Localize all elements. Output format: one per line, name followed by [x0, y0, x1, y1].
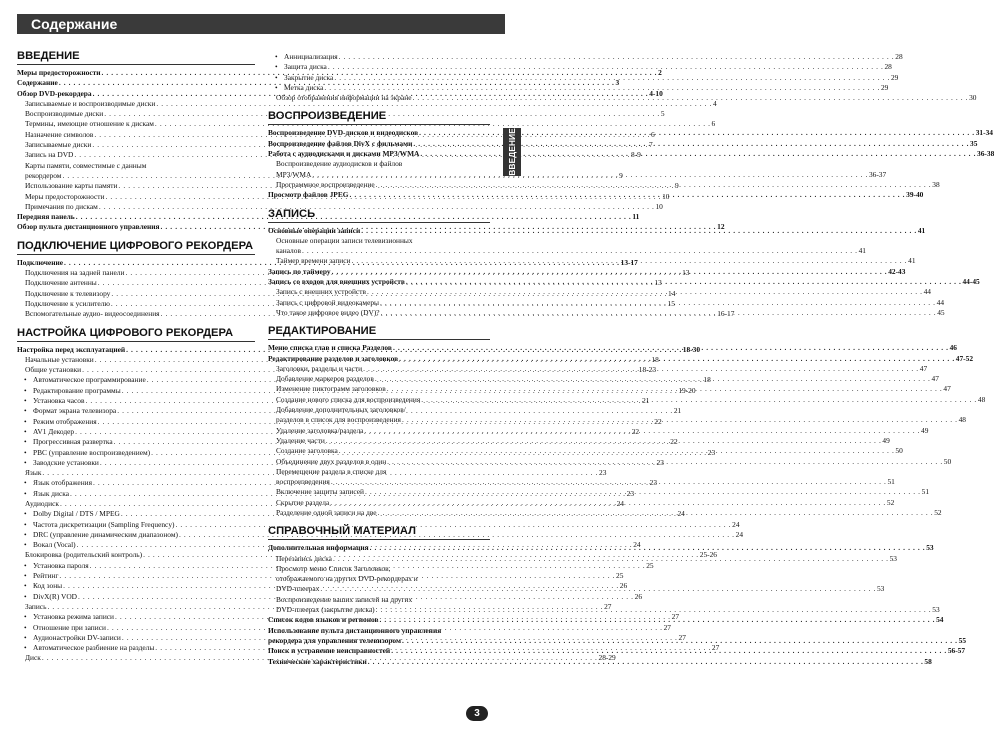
- dot-leader: [319, 584, 877, 594]
- toc-entry[interactable]: [268, 564, 490, 574]
- toc-entry-title: Код зоны: [33, 581, 63, 591]
- toc-entry-page: 53: [932, 605, 940, 615]
- dot-leader: [333, 73, 891, 83]
- toc-entry-page: 23: [707, 447, 716, 457]
- bullet-icon: •: [24, 612, 27, 622]
- toc-entry-page: 28: [895, 52, 903, 61]
- toc-entry-page: 50: [895, 446, 903, 456]
- toc-entry-page: 27: [663, 622, 671, 632]
- toc-entry-page: 27: [678, 632, 686, 642]
- bullet-icon: •: [24, 622, 27, 632]
- toc-entry[interactable]: [268, 574, 490, 584]
- toc-entry-title: Вокал (Vocal): [33, 540, 76, 550]
- toc-entry-title: Закрытие диска: [284, 72, 334, 82]
- toc-entry-page: 29: [880, 82, 889, 92]
- toc-entry-title: Записываемые и воспроизводимые диски: [25, 98, 156, 108]
- toc-entry-page: 39-40: [906, 190, 924, 200]
- toc-entry-title: Рейтинг: [33, 571, 59, 581]
- bullet-icon: •: [24, 385, 27, 395]
- toc-entry-page: 47: [931, 374, 939, 384]
- dot-leader: [392, 343, 950, 353]
- dot-leader: [386, 457, 944, 467]
- bullet-icon: •: [24, 437, 27, 447]
- dot-leader: [418, 128, 976, 138]
- toc-entry-page: 35: [970, 138, 978, 148]
- toc-entry[interactable]: [268, 159, 490, 169]
- toc-entry-page: 42-43: [888, 266, 906, 276]
- toc-entry-page: 47-52: [955, 353, 974, 363]
- contents-header-bar: [17, 14, 505, 34]
- dot-leader: [360, 226, 918, 236]
- toc-entry[interactable]: [268, 62, 892, 72]
- toc-entry-title: Воспроизведение DVD-дисков и видеодисков: [268, 128, 419, 138]
- toc-entry-page: 11: [632, 212, 640, 222]
- toc-entry-title: Частота дискретизации (Sampling Frequency): [33, 519, 175, 529]
- toc-entry[interactable]: [268, 128, 993, 138]
- bullet-icon: •: [24, 396, 27, 406]
- toc-entry-title: Метка диска: [284, 82, 324, 92]
- toc-entry-page: 2: [658, 68, 662, 77]
- side-tab-label: ВВЕДЕНИЕ: [507, 128, 517, 176]
- toc-entry[interactable]: [17, 161, 255, 171]
- toc-entry[interactable]: [17, 519, 740, 530]
- bullet-icon: •: [24, 560, 27, 570]
- bullet-icon: •: [24, 406, 27, 416]
- bullet-icon: •: [24, 529, 27, 539]
- toc-entry-title: воспроизведения: [276, 477, 330, 487]
- toc-entry-page: 48: [977, 394, 986, 404]
- section-heading: РЕДАКТИРОВАНИЕ: [268, 325, 490, 340]
- toc-entry-title: Запись с внешних устройств: [276, 287, 366, 297]
- toc-entry-title: Дополнительная информация: [268, 543, 369, 553]
- bullet-icon: •: [24, 478, 27, 488]
- dot-leader: [401, 415, 959, 425]
- toc-entry[interactable]: [268, 138, 978, 149]
- toc-entry-title: Просмотр файлов JPEG: [268, 190, 349, 200]
- toc-entry-page: 18: [651, 354, 659, 364]
- toc-entry-page: 27: [671, 612, 680, 622]
- toc-entry-title: Изменение пиктограмм заголовков: [276, 384, 386, 394]
- toc-entry-title: Формат экрана телевизора: [33, 406, 117, 416]
- toc-entry-title: DVD-плеерах (закрытие диска): [276, 605, 375, 615]
- dot-leader: [362, 364, 920, 374]
- toc-entry-page: 27: [711, 643, 720, 653]
- bullet-icon: •: [24, 540, 27, 550]
- toc-entry-page: 58: [924, 656, 932, 666]
- toc-entry-page: 16-17: [717, 309, 735, 319]
- toc-entry-title: Создание заголовка: [276, 446, 338, 456]
- toc-entry-title: Обзор отображения информации на экране: [276, 93, 412, 103]
- dot-leader: [363, 426, 921, 436]
- section-heading: НАСТРОЙКА ЦИФРОВОГО РЕКОРДЕРА: [17, 327, 255, 342]
- section-heading: ЗАПИСЬ: [268, 208, 490, 223]
- dot-leader: [349, 190, 907, 200]
- toc-entry-title: Работа с аудиодисками и дисками MP3/WMA: [268, 149, 420, 159]
- toc-entry-page: 13: [654, 278, 662, 288]
- dot-leader: [398, 354, 956, 364]
- toc-entry[interactable]: [268, 405, 490, 415]
- toc-entry-title: Просмотр меню Список Заголовков,: [276, 563, 391, 573]
- toc-entry-title: рекордером: [25, 170, 62, 180]
- toc-entry-title: Редактирование программы: [33, 385, 121, 395]
- dot-leader: [420, 395, 978, 405]
- toc-entry-page: 23: [656, 457, 664, 467]
- dot-leader: [374, 374, 932, 384]
- toc-entry-page: 4-10: [649, 88, 663, 98]
- toc-entry-page: 47: [943, 384, 951, 394]
- toc-entry-title: Обзор пульта дистанционного управления: [17, 222, 160, 232]
- toc-entry-title: DivX(R) VOD: [33, 591, 78, 601]
- dot-leader: [380, 308, 938, 318]
- dot-leader: [375, 180, 933, 190]
- toc-entry-page: 23: [599, 468, 607, 478]
- toc-entry-page: 18: [703, 375, 711, 385]
- toc-entry-title: Меню списка глав и списка Разделов: [268, 343, 392, 353]
- bullet-icon: •: [24, 447, 27, 457]
- toc-entry[interactable]: [268, 626, 490, 636]
- toc-entry-title: Режим отображения: [33, 416, 97, 426]
- dot-leader: [338, 446, 896, 456]
- toc-entry-page: 28: [884, 62, 892, 72]
- toc-entry-title: Запись с цифровой видеокамеры: [276, 297, 380, 307]
- toc-entry-page: 36-38: [977, 149, 994, 159]
- dot-leader: [330, 477, 888, 487]
- section-heading: ПОДКЛЮЧЕНИЕ ЦИФРОВОГО РЕКОРДЕРА: [17, 240, 255, 255]
- toc-entry-title: Настройка перед эксплуатацией: [17, 344, 126, 354]
- toc-entry-title: Воспроизводимые диски: [25, 109, 104, 119]
- bullet-icon: •: [24, 457, 27, 467]
- bullet-icon: •: [24, 509, 27, 519]
- toc-entry-title: Автоматическое программирование: [33, 375, 146, 385]
- bullet-icon: •: [24, 416, 27, 426]
- toc-entry-page: 52: [886, 497, 895, 507]
- bullet-icon: •: [24, 591, 27, 601]
- dot-leader: [332, 554, 890, 564]
- toc-entry-page: 22: [670, 437, 678, 447]
- toc-entry-title: Перезапись диска: [276, 553, 332, 563]
- toc-entry[interactable]: [268, 246, 866, 256]
- dot-leader: [377, 508, 935, 518]
- toc-entry-page: 49: [882, 435, 890, 445]
- toc-entry-title: Объединение двух разделов в один: [276, 456, 387, 466]
- section-heading: ВВЕДЕНИЕ: [17, 50, 255, 65]
- toc-entry-page: 41: [908, 256, 916, 266]
- dot-leader: [331, 267, 889, 277]
- toc-entry-title: Что такое цифровое видео (DV)?: [276, 307, 380, 317]
- toc-entry-page: 5: [660, 109, 665, 119]
- toc-entry-page: 23: [626, 488, 635, 498]
- toc-entry-title: Основные операции записи телевизионных: [276, 235, 413, 245]
- toc-entry-title: Запись по таймеру: [268, 266, 331, 276]
- toc-entry[interactable]: [268, 467, 490, 477]
- toc-entry-page: 55: [958, 635, 967, 645]
- dot-leader: [378, 615, 936, 625]
- toc-entry-title: Удаление части: [276, 435, 325, 445]
- toc-entry-page: 25: [646, 560, 654, 570]
- toc-entry-page: 27: [604, 601, 612, 611]
- toc-entry-page: 53: [926, 543, 934, 553]
- toc-entry-page: 22: [654, 416, 662, 426]
- toc-entry-page: 51: [921, 487, 930, 497]
- dot-leader: [369, 543, 927, 553]
- toc-entry-title: AV1 Декодер: [33, 426, 75, 436]
- toc-entry-page: 44: [923, 287, 931, 297]
- toc-entry-page: 41: [858, 246, 866, 256]
- toc-entry-page: 6: [650, 129, 655, 139]
- toc-entry-title: Воспроизведение ваших записей на других: [276, 594, 413, 604]
- toc-entry-title: Использование пульта дистанционного управления: [268, 625, 442, 635]
- toc-entry-page: 44-45: [962, 277, 980, 287]
- dot-leader: [412, 139, 970, 149]
- bullet-icon: •: [24, 375, 27, 385]
- toc-entry-title: Установка пароля: [33, 560, 89, 570]
- toc-entry-title: DRC (управление динамическим диапазоном): [33, 529, 178, 539]
- toc-entry-title: Dolby Digital / DTS / MPEG: [33, 509, 120, 519]
- toc-entry-title: Меры предосторожности: [17, 68, 101, 77]
- toc-entry-title: Запись со входов для внешних устройств: [268, 277, 405, 287]
- toc-entry-page: 24: [735, 529, 744, 539]
- dot-leader: [367, 657, 925, 667]
- toc-entry-page: 23: [649, 478, 658, 488]
- toc-entry-title: Подключение к усилителю: [25, 298, 110, 308]
- dot-leader: [351, 256, 909, 266]
- toc-entry-page: 7: [648, 140, 653, 150]
- toc-entry-title: Общие установки: [25, 365, 82, 375]
- toc-entry-page: 8-9: [631, 150, 641, 160]
- toc-entry-page: 22: [631, 426, 640, 436]
- toc-entry-title: Скрытие раздела: [276, 497, 330, 507]
- toc-entry-page: 45: [937, 307, 945, 317]
- toc-entry-page: 6: [711, 119, 716, 129]
- toc-entry-title: Вспомогательные аудио- видеосоединения: [25, 309, 160, 319]
- toc-entry-page: 24: [616, 498, 624, 508]
- toc-entry-title: Содержание: [17, 78, 58, 88]
- toc-entry-page: 25-26: [699, 550, 717, 560]
- section-side-tab: [503, 128, 521, 176]
- toc-entry-page: 53: [889, 553, 897, 563]
- toc-entry-title: рекордера для управления телевизором: [268, 635, 402, 645]
- bullet-icon: •: [275, 52, 278, 61]
- toc-entry-title: Запись: [25, 601, 47, 611]
- toc-entry-page: 41: [917, 225, 926, 235]
- toc-entry-title: Добавление дополнительных заголовков/: [276, 405, 406, 415]
- toc-entry-title: Аудиодиск: [25, 498, 59, 508]
- bullet-icon: •: [275, 72, 278, 82]
- toc-entry-page: 18-23: [638, 365, 657, 375]
- toc-entry-page: 46: [949, 343, 957, 353]
- toc-entry[interactable]: [268, 179, 940, 190]
- bullet-icon: •: [24, 519, 27, 529]
- section-heading: СПРАВОЧНЫЙ МАТЕРИАЛ: [268, 525, 490, 540]
- toc-entry[interactable]: [17, 201, 663, 212]
- toc-entry-title: Подключение к телевизору: [25, 288, 111, 298]
- toc-entry-title: PBC (управление воспроизведением): [33, 447, 151, 457]
- toc-entry-title: Подключения на задней панели: [25, 268, 125, 278]
- toc-entry-title: Основные операции записи: [268, 225, 361, 235]
- toc-entry-title: Отношение при записи: [33, 622, 106, 632]
- toc-entry-title: Воспроизведение файлов DivX с фильмами: [268, 138, 413, 148]
- toc-entry-page: 29: [890, 72, 899, 82]
- toc-entry-title: Язык диска: [33, 488, 70, 498]
- toc-entry-title: Заголовки, разделы и части: [276, 363, 363, 373]
- toc-entry-title: Примечания по дискам: [25, 201, 98, 211]
- toc-entry-title: отображаемого на других DVD-рекордерах и: [276, 574, 418, 584]
- dot-leader: [405, 277, 963, 287]
- dot-leader: [390, 646, 948, 656]
- toc-entry-page: 56-57: [947, 646, 966, 656]
- toc-entry[interactable]: [268, 169, 887, 180]
- toc-entry-title: DVD-плеерах: [276, 584, 320, 594]
- toc-entry-title: Язык: [25, 468, 42, 478]
- toc-entry-page: 28-29: [598, 653, 616, 663]
- dot-leader: [301, 246, 859, 256]
- toc-entry-title: Технические характеристики: [268, 656, 367, 666]
- toc-entry-page: 52: [934, 507, 942, 517]
- toc-entry-page: 26: [634, 591, 643, 601]
- toc-entry-title: Редактирование разделов и заголовков: [268, 353, 399, 363]
- toc-entry-title: Список кодов языков и регионов: [268, 615, 379, 625]
- toc-entry-page: 14: [668, 288, 676, 298]
- dot-leader: [411, 93, 969, 103]
- toc-entry-title: Защита диска: [284, 62, 327, 72]
- toc-entry-title: Блокировка (родительский контроль): [25, 550, 143, 560]
- toc-entry-title: Установка режима записи: [33, 612, 115, 622]
- dot-leader: [375, 605, 933, 615]
- toc-entry-page: 49: [921, 425, 929, 435]
- toc-entry-title: Разделение одной записи на две: [276, 507, 377, 517]
- section-heading: ВОСПРОИЗВЕДЕНИЕ: [268, 110, 490, 125]
- dot-leader: [338, 52, 896, 62]
- dot-leader: [311, 170, 869, 180]
- toc-entry-page: 31-34: [975, 128, 993, 138]
- toc-entry-page: 30: [969, 93, 977, 103]
- toc-entry-title: Обзор DVD-рекордера: [17, 88, 92, 98]
- dot-leader: [366, 287, 924, 297]
- dot-leader: [379, 298, 937, 308]
- toc-entry-page: 21: [673, 406, 682, 416]
- toc-entry-page: 24: [633, 540, 641, 550]
- toc-entry-title: Создание нового списка для воспроизведения: [276, 394, 421, 404]
- toc-entry-page: 48: [958, 415, 966, 425]
- toc-entry-page: 47: [919, 363, 928, 373]
- page-number: 3: [474, 708, 480, 719]
- toc-entry-page: 24: [732, 519, 740, 529]
- toc-entry-title: Подключение антенны: [25, 278, 97, 288]
- toc-entry-title: Поиск и устранение неисправностей: [268, 646, 391, 656]
- bullet-icon: •: [24, 426, 27, 436]
- bullet-icon: •: [275, 82, 278, 92]
- toc-entry-title: Использование карты памяти: [25, 181, 118, 191]
- toc-entry-title: Установка часов: [33, 396, 85, 406]
- toc-entry-page: 10: [655, 201, 663, 211]
- toc-entry-page: 9: [675, 181, 679, 191]
- toc-entry-title: Аннициализация: [284, 52, 338, 61]
- toc-entry[interactable]: [17, 119, 716, 129]
- toc-entry-page: 4: [712, 98, 717, 108]
- toc-entry-title: разделов в список для воспроизведения: [276, 415, 401, 425]
- toc-entry-page: 21: [642, 396, 650, 406]
- dot-leader: [325, 436, 883, 446]
- dot-leader: [329, 498, 887, 508]
- toc-entry-title: Меры предосторожности: [25, 191, 105, 201]
- bullet-icon: •: [24, 571, 27, 581]
- page-title: Содержание: [31, 16, 118, 32]
- toc-entry-title: Диск: [25, 653, 41, 663]
- bullet-icon: •: [275, 62, 278, 72]
- toc-entry-page: 10: [662, 191, 670, 201]
- toc-entry-page: 26: [619, 581, 628, 591]
- toc-entry-title: Язык отображения: [33, 478, 93, 488]
- toc-entry-page: 38: [932, 179, 940, 189]
- toc-entry-title: Перемещение раздела в списке для: [276, 466, 387, 476]
- toc-entry-page: 44: [936, 297, 945, 307]
- toc-entry-page: 25: [616, 571, 624, 581]
- toc-entry-title: Записываемые диски: [25, 140, 92, 150]
- toc-entry-title: Назначение символов: [25, 129, 94, 139]
- toc-entry-title: Программное воспроизведение: [276, 179, 375, 189]
- toc-entry-page: 13-17: [620, 257, 638, 267]
- toc-entry-page: 12: [717, 222, 725, 232]
- dot-leader: [401, 636, 959, 646]
- toc-entry[interactable]: [268, 72, 899, 83]
- toc-entry-title: Заводские установки: [33, 457, 99, 467]
- dot-leader: [364, 487, 922, 497]
- toc-entry-title: Термины, имеющие отношение к дискам: [25, 119, 154, 129]
- bullet-icon: •: [24, 643, 27, 653]
- toc-entry-title: Удаление заголовка/раздела: [276, 425, 364, 435]
- toc-entry-title: MP3/WMA: [276, 169, 312, 179]
- dot-leader: [323, 83, 881, 93]
- toc-entry-title: Таймер времени записи: [276, 256, 351, 266]
- toc-entry-title: Начальные установки: [25, 354, 94, 364]
- toc-entry-title: Подключение: [17, 257, 63, 267]
- toc-entry-title: Воспроизведение аудиодисков и файлов: [276, 159, 403, 169]
- toc-entry-title: Добавление маркеров разделов: [276, 374, 374, 384]
- toc-entry-title: Запись на DVD: [25, 150, 74, 160]
- toc-entry-page: 53: [876, 584, 885, 594]
- toc-entry[interactable]: [268, 52, 903, 62]
- toc-entry-page: 13: [682, 268, 690, 278]
- toc-entry[interactable]: [268, 236, 490, 246]
- toc-entry-page: 36-37: [868, 169, 887, 179]
- toc-entry-page: 54: [936, 615, 944, 625]
- toc-entry-page: 18-30: [682, 344, 701, 354]
- toc-entry-title: Автоматическое разбиение на разделы: [33, 643, 155, 653]
- toc-entry-title: Передняя панель: [17, 212, 75, 222]
- toc-entry-page: 15: [667, 298, 675, 308]
- dot-leader: [386, 384, 944, 394]
- toc-entry-page: 51: [887, 477, 895, 487]
- toc-entry[interactable]: [268, 595, 490, 605]
- page-number-badge: [466, 706, 488, 721]
- toc-entry-page: 50: [943, 456, 952, 466]
- toc-entry-title: Прогрессивная развертка: [33, 437, 113, 447]
- toc-entry-page: 3: [615, 78, 620, 88]
- bullet-icon: •: [24, 581, 27, 591]
- dot-leader: [327, 62, 885, 72]
- toc-entry-title: Включение защиты записей: [276, 487, 364, 497]
- toc-entry-title: Аудионастройки DV-записи: [33, 632, 121, 642]
- toc-entry-title: каналов: [276, 246, 301, 256]
- bullet-icon: •: [24, 488, 27, 498]
- toc-entry-page: 9: [619, 170, 623, 180]
- toc-entry-page: 24: [677, 509, 685, 519]
- bullet-icon: •: [24, 632, 27, 642]
- toc-entry-page: 19-20: [678, 385, 696, 395]
- toc-entry-title: Карты памяти, совместимые с данным: [25, 160, 147, 170]
